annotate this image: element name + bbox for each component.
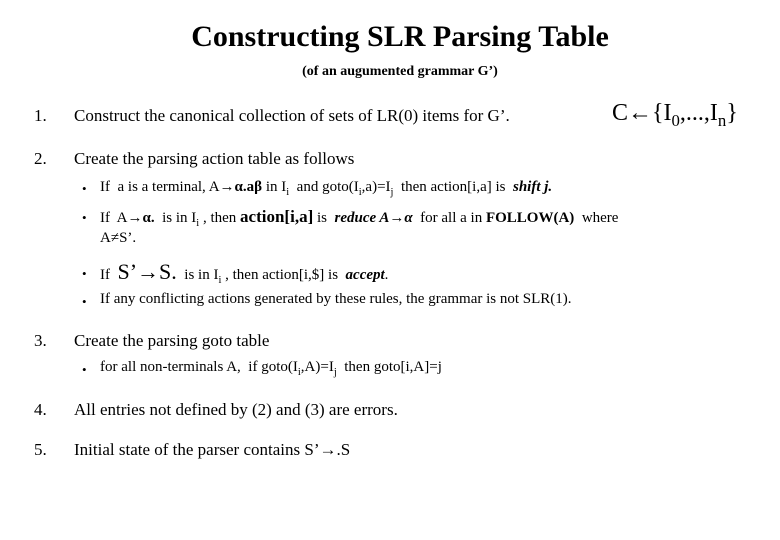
item-2-text: Create the parsing action table as follows [74, 149, 355, 168]
item-3-text: Create the parsing goto table [74, 331, 270, 350]
page-title: Constructing SLR Parsing Table [191, 20, 609, 53]
bullet-icon: • [82, 210, 87, 225]
item-1-number: 1. [34, 106, 47, 125]
item-2-bullet-3: If S’→S. is in $I_i$ , then action[i,$] is accept. [100, 259, 389, 286]
item-2-bullet-2-continued: A≠S’. [100, 230, 137, 246]
item-3-bullet-1: for all non-terminals A, if $goto(I_i,A)=I_j$ then goto[i,A]=j [100, 359, 442, 378]
item-1-text: Construct the canonical collection of sets of LR(0) items for G’. [74, 106, 510, 125]
bullet-icon: • [82, 294, 87, 309]
item-5-text: Initial state of the parser contains S’→.S [74, 440, 351, 459]
item-4-text: All entries not defined by (2) and (3) are errors. [74, 400, 398, 419]
item-2-bullet-1: If a is a terminal, A→α.aβ in $I_i$ and $goto(I_i,a)=I_j$ then action[i,a] is shift j. [100, 179, 553, 198]
page-subtitle: (of an augumented grammar G’) [302, 64, 498, 79]
item-1-canonical-collection: $C\leftarrow\{I_0,...,I_n\}$ [612, 100, 738, 130]
item-2-number: 2. [34, 149, 47, 168]
item-2-bullet-2: If A→α. is in $I_i$ , then action[i,a] is reduce A→α for all a in FOLLOW(A) where [100, 207, 619, 229]
bullet-icon: • [82, 181, 87, 196]
bullet-icon: • [82, 362, 87, 377]
item-4-number: 4. [34, 400, 47, 419]
item-3-number: 3. [34, 331, 47, 350]
item-2-bullet-4: If any conflicting actions generated by these rules, the grammar is not SLR(1). [100, 291, 572, 307]
bullet-icon: • [82, 266, 87, 281]
item-5-number: 5. [34, 440, 47, 459]
